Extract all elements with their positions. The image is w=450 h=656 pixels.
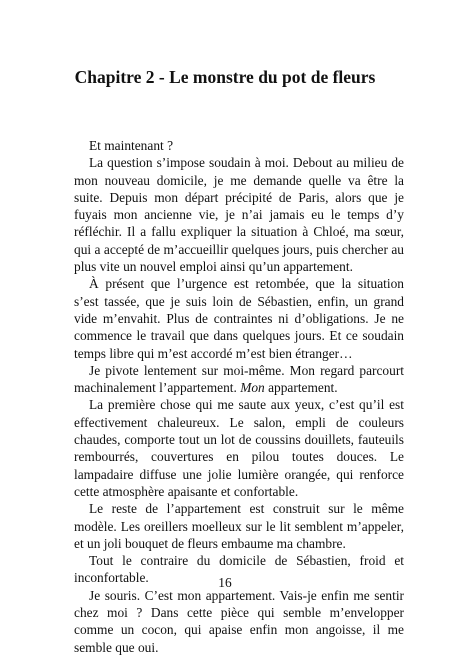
paragraph-4-emphasis: Mon [240, 380, 265, 396]
paragraph-4-text-before: Je pivote lentement sur moi-même. Mon regard parcourt machinalement l’appartement. [74, 362, 404, 396]
paragraph-6: Le reste de l’appartement est construit sur le même modèle. Les oreillers moelleux sur le lit semblent m’appeler, et un joli bouquet de fleurs embaume ma chambre. [74, 501, 404, 551]
paragraph-7: Tout le contraire du domicile de Sébastien, froid et inconfortable. [74, 553, 404, 586]
paragraph-4 [74, 362, 404, 397]
paragraph-3: À présent que l’urgence est retombée, que la situation s’est tassée, que je suis loin de Sébastien, enfin, un grand vide m’envahit. Plus de contraintes ni d’obligations. Je ne commence le travail que dans quelques jours. Et ce soudain temps libre qui m’est accordé m’est bien étranger… [74, 276, 404, 361]
paragraph-5: La première chose qui me saute aux yeux, c’est qu’il est effectivement chaleureux. Le salon, empli de couleurs chaudes, comporte tout un lot de coussins douillets, fauteuils rembourrés, couvertures en pilou toutes douces. Le lampadaire diffuse une jolie lumière orangée, qui renforce cette atmosphère apaisante et confortable. [74, 397, 404, 499]
page-number: 16 [218, 575, 232, 590]
paragraph-4-text-after: appartement. [264, 380, 338, 396]
paragraph-8: Je souris. C’est mon appartement. Vais-je enfin me sentir chez moi ? Dans cette pièce qui semble m’envelopper comme un cocon, qui apaise enfin mon angoisse, il me semble que oui. [74, 587, 404, 655]
paragraph-2: La question s’impose soudain à moi. Debout au milieu de mon nouveau domicile, je me demande quelle va être la suite. Depuis mon départ précipité de Paris, alors que je fuyais mon ancienne vie, je n’ai jamais eu le temps d’y réfléchir. Il a fallu expliquer la situation à Chloé, ma sœur, qui a accepté de m’accueillir quelques jours, puis chercher au plus vite un nouvel emploi ainsi qu’un appartement. [74, 155, 404, 275]
paragraph-1: Et maintenant ? [89, 138, 174, 153]
chapter-title: Chapitre 2 - Le monstre du pot de fleurs [74, 67, 376, 87]
